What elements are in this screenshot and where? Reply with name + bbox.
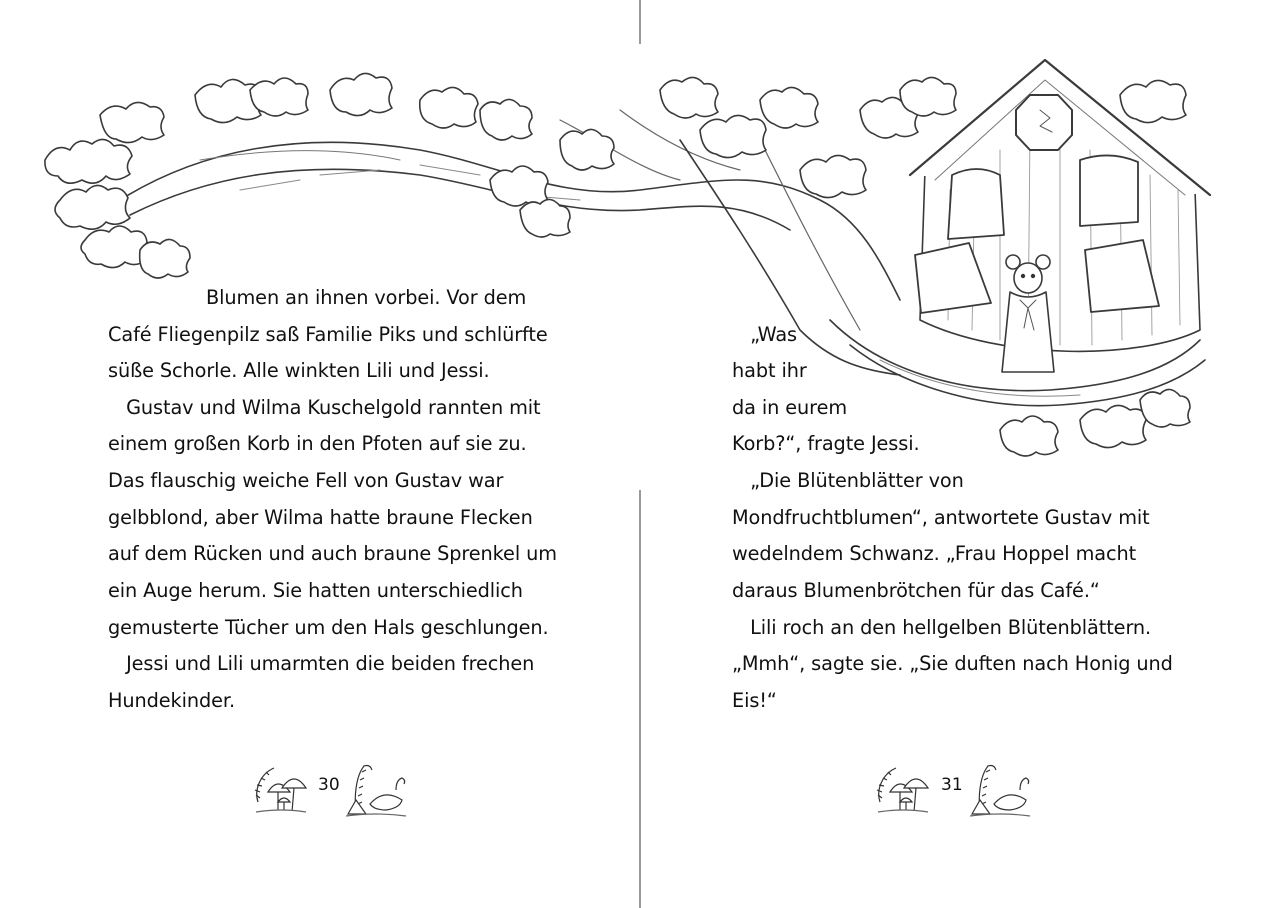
text-line: Jessi und Lili umarmten die beiden frechen — [108, 652, 535, 675]
text-line: wedelndem Schwanz. „Frau Hoppel macht — [732, 542, 1137, 565]
text-line: auf dem Rücken und auch braune Sprenkel um — [108, 542, 557, 565]
text-line: da in eurem — [732, 396, 848, 419]
mushroom-fern-icon — [874, 762, 932, 818]
mushroom-fern-icon — [344, 760, 408, 818]
text-line: Café Fliegenpilz saß Familie Piks und schlürfte — [108, 323, 548, 346]
text-line: Gustav und Wilma Kuschelgold rannten mit — [108, 396, 541, 419]
page-number: 30 — [318, 775, 340, 795]
text-line: daraus Blumenbrötchen für das Café.“ — [732, 579, 1100, 602]
text-line: Korb?“, fragte Jessi. — [732, 432, 920, 455]
text-line: „Was — [732, 323, 797, 346]
text-line: ein Auge herum. Sie hatten unterschiedlich — [108, 579, 523, 602]
page-number: 31 — [941, 775, 963, 795]
text-line: gemusterte Tücher um den Hals geschlungen. — [108, 616, 549, 639]
text-line: Das flauschig weiche Fell von Gustav war — [108, 469, 504, 492]
text-line: Mondfruchtblumen“, antwortete Gustav mit — [732, 506, 1150, 529]
text-line: süße Schorle. Alle winkten Lili und Jessi. — [108, 359, 490, 382]
text-line: „Mmh“, sagte sie. „Sie duften nach Honig und — [732, 652, 1173, 675]
text-line: Hundekinder. — [108, 689, 235, 712]
book-spine-bottom — [639, 490, 641, 908]
mushroom-fern-icon — [252, 762, 310, 818]
text-line: Lili roch an den hellgelben Blütenblättern. — [732, 616, 1152, 639]
text-line: Eis!“ — [732, 689, 777, 712]
text-line: habt ihr — [732, 359, 807, 382]
text-line: „Die Blütenblätter von — [732, 469, 964, 492]
text-line: gelbblond, aber Wilma hatte braune Flecken — [108, 506, 533, 529]
text-line: einem großen Korb in den Pfoten auf sie zu. — [108, 432, 527, 455]
mushroom-fern-icon — [968, 760, 1032, 818]
text-line: Blumen an ihnen vorbei. Vor dem — [206, 286, 527, 309]
